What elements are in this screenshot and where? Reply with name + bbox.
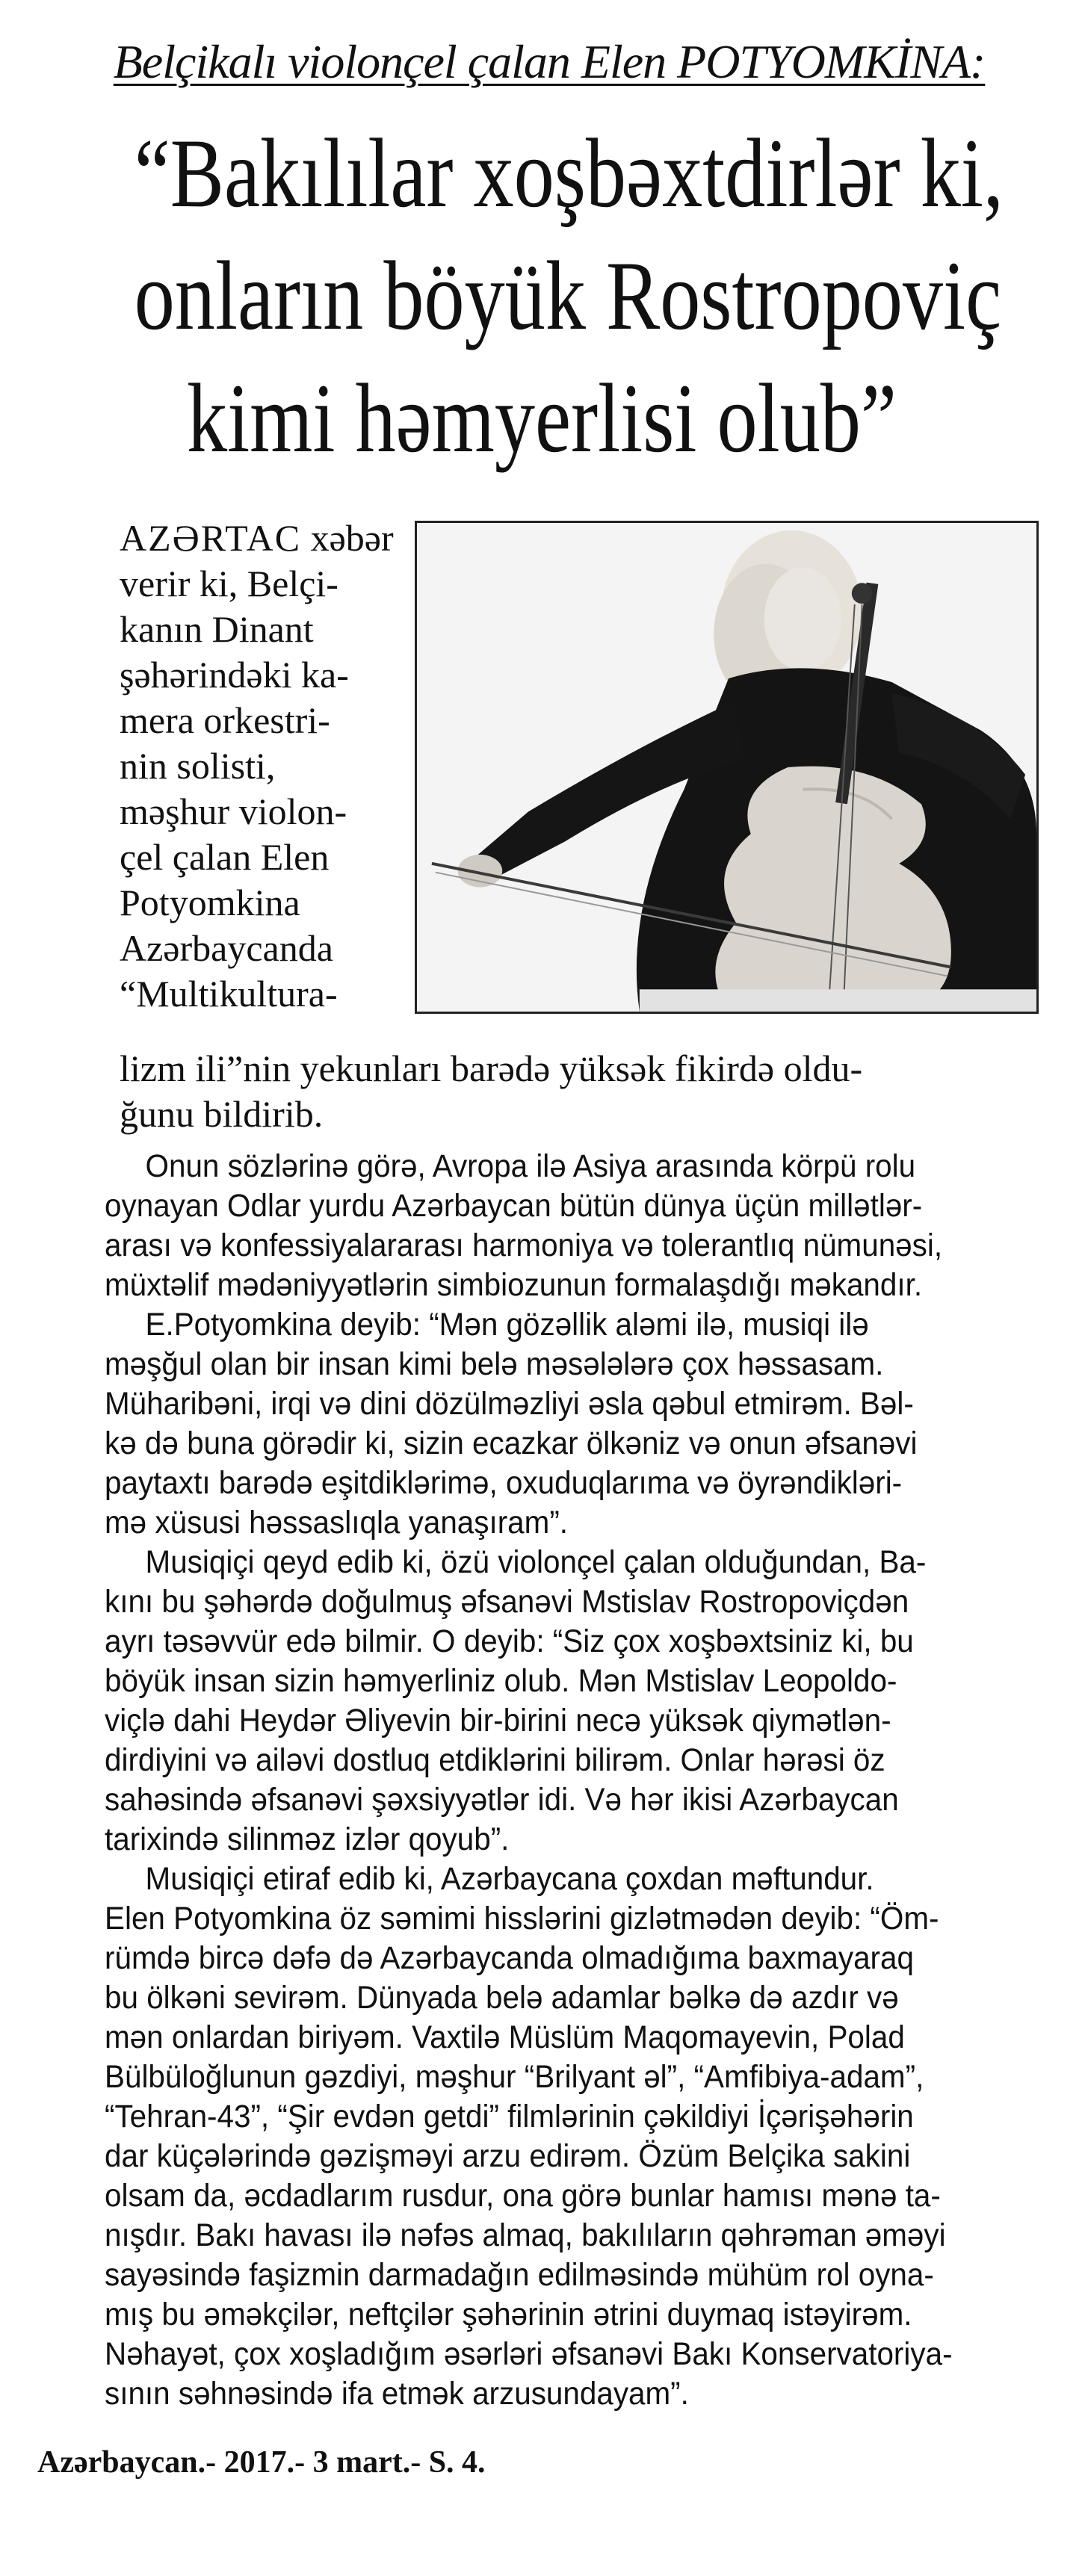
body-line: sahəsində əfsanəvi şəxsiyyətlər idi. Və hər ikisi Azərbaycan (105, 1782, 899, 1818)
intro-line-text: xəbər (301, 517, 394, 559)
body-line: dirdiyini və ailəvi dostluq etdiklərini bilirəm. Onlar hərəsi öz (105, 1742, 885, 1778)
headline-line: onların böyük Rostropoviç (134, 241, 1002, 350)
body-line: viçlə dahi Heydər Əliyevin bir-birini necə yüksək qiymətlən- (105, 1703, 891, 1739)
intro-line: Potyomkina (120, 882, 300, 923)
body-line: sayəsində faşizmin darmadağın edilməsində mühüm rol oyna- (105, 2257, 934, 2293)
intro-column (120, 515, 418, 1017)
body-line: Musiqiçi etiraf edib ki, Azərbaycana çoxdan məftundur. (145, 1861, 874, 1897)
intro-line: şəhərindəki ka- (120, 654, 349, 696)
body-line: sının səhnəsində ifa etmək arzusundayam”. (105, 2376, 689, 2412)
body-line: müxtəlif mədəniyyətlərin simbiozunun formalaşdığı məkandır. (105, 1267, 923, 1303)
body-line: Bülbüloğlunun gəzdiyi, məşhur “Brilyant əl”, “Amfibiya-adam”, (105, 2059, 924, 2095)
body-line: paytaxtı barədə eşitdiklərimə, oxuduqlarıma və öyrəndiklərі- (105, 1465, 903, 1501)
agency-name: AZƏRTAC (120, 517, 302, 559)
intro-line: ğunu bildirib. (120, 1093, 324, 1135)
body-line: Müharibəni, irqi və dini dözülməzliyi əsla qəbul etmirəm. Bəl- (105, 1386, 914, 1422)
body-line: Nəhayət, çox xoşladığım əsərləri əfsanəvi Bakı Konservatoriya- (105, 2336, 953, 2372)
intro-line-first (120, 515, 418, 561)
intro-continuation (120, 1046, 1031, 1137)
article-body (105, 1147, 983, 2414)
body-line: Onun sözlərinə görə, Avropa ilə Asiya arasında körpü rolu (145, 1148, 916, 1184)
body-line: Musiqiçi qeyd edib ki, özü violonçel çalan olduğundan, Ba- (145, 1544, 927, 1580)
intro-line: mera orkestri- (120, 699, 330, 741)
article-headline (134, 112, 1004, 480)
body-line: “Tehran-43”, “Şir evdən getdi” filmlərinin çəkildiyi İçərişəhərin (105, 2099, 914, 2134)
body-line: mən onlardan biriyəm. Vaxtilə Müslüm Maqomayevin, Polad (105, 2019, 905, 2055)
body-line: oynayan Odlar yurdu Azərbaycan bütün dünya üçün millətlər- (105, 1188, 923, 1224)
intro-line: Azərbaycanda (120, 927, 333, 969)
source-citation: Azərbaycan.- 2017.- 3 mart.- S. 4. (37, 2445, 486, 2480)
body-line: kə də buna görədir ki, sizin ecazkar ölkəniz və onun əfsanəvi (105, 1425, 918, 1461)
body-line: dar küçələrində gəzişməyi arzu edirəm. Özüm Belçika sakini (105, 2138, 911, 2174)
intro-line: verir ki, Belçi- (120, 563, 338, 604)
body-line: böyük insan sizin həmyerliniz olub. Mən Mstislav Leopoldo- (105, 1663, 897, 1699)
intro-line: “Multikultura- (120, 973, 338, 1015)
body-line: bu ölkəni sevirəm. Dünyada belə adamlar bəlkə də azdır və (105, 1980, 899, 2016)
body-line: E.Potyomkina deyib: “Mən gözəllik aləmi ilə, musiqi ilə (145, 1307, 869, 1343)
headline-line: “Bakılılar xoşbəxtdirlər ki, (134, 118, 1004, 228)
body-line: Elen Potyomkina öz səmimi hisslərini gizlətmədən deyib: “Öm- (105, 1901, 939, 1936)
intro-line: kanın Dinant (120, 608, 314, 650)
body-line: nışdır. Bakı havası ilə nəfəs almaq, bakılıların qəhrəman əməyi (105, 2217, 946, 2253)
body-line: tarixində silinməz izlər qoyub”. (105, 1821, 510, 1857)
body-line: mə xüsusi həssaslıqla yanaşıram”. (105, 1505, 569, 1541)
intro-line: lizm ili”nin yekunları barədə yüksək fikirdə oldu- (120, 1047, 863, 1089)
body-line: mış bu əməkçilər, neftçilər şəhərinin ətrini duymaq istəyirəm. (105, 2297, 912, 2332)
body-line: məşğul olan bir insan kimi belə məsələlərə çox həssasam. (105, 1346, 884, 1382)
body-line: ayrı təsəvvür edə bilmir. O deyib: “Siz çox xoşbəxtsiniz ki, bu (105, 1623, 914, 1659)
intro-line: çel çalan Elen (120, 836, 330, 878)
headline-line: kimi həmyerlisi olub” (187, 363, 897, 473)
intro-line: nin solisti, (120, 745, 276, 787)
article-kicker: Belçikalı violonçel çalan Elen POTYOMKİNA: (113, 35, 986, 88)
cellist-photo-illustration (417, 523, 1036, 1012)
body-line: rümdə bircə dəfə də Azərbaycanda olmadığıma baxmayaraq (105, 1940, 914, 1976)
body-line: olsam da, əcdadlarım rusdur, ona görə bunlar hamısı mənə ta- (105, 2178, 941, 2214)
cellist-photo (415, 521, 1039, 1014)
intro-line: məşhur violon- (120, 790, 347, 832)
body-line: kını bu şəhərdə doğulmuş əfsanəvi Mstislav Rostropoviçdən (105, 1584, 909, 1620)
body-line: arası və konfessiyalararası harmoniya və tolerantlıq nümunəsi, (105, 1227, 943, 1263)
